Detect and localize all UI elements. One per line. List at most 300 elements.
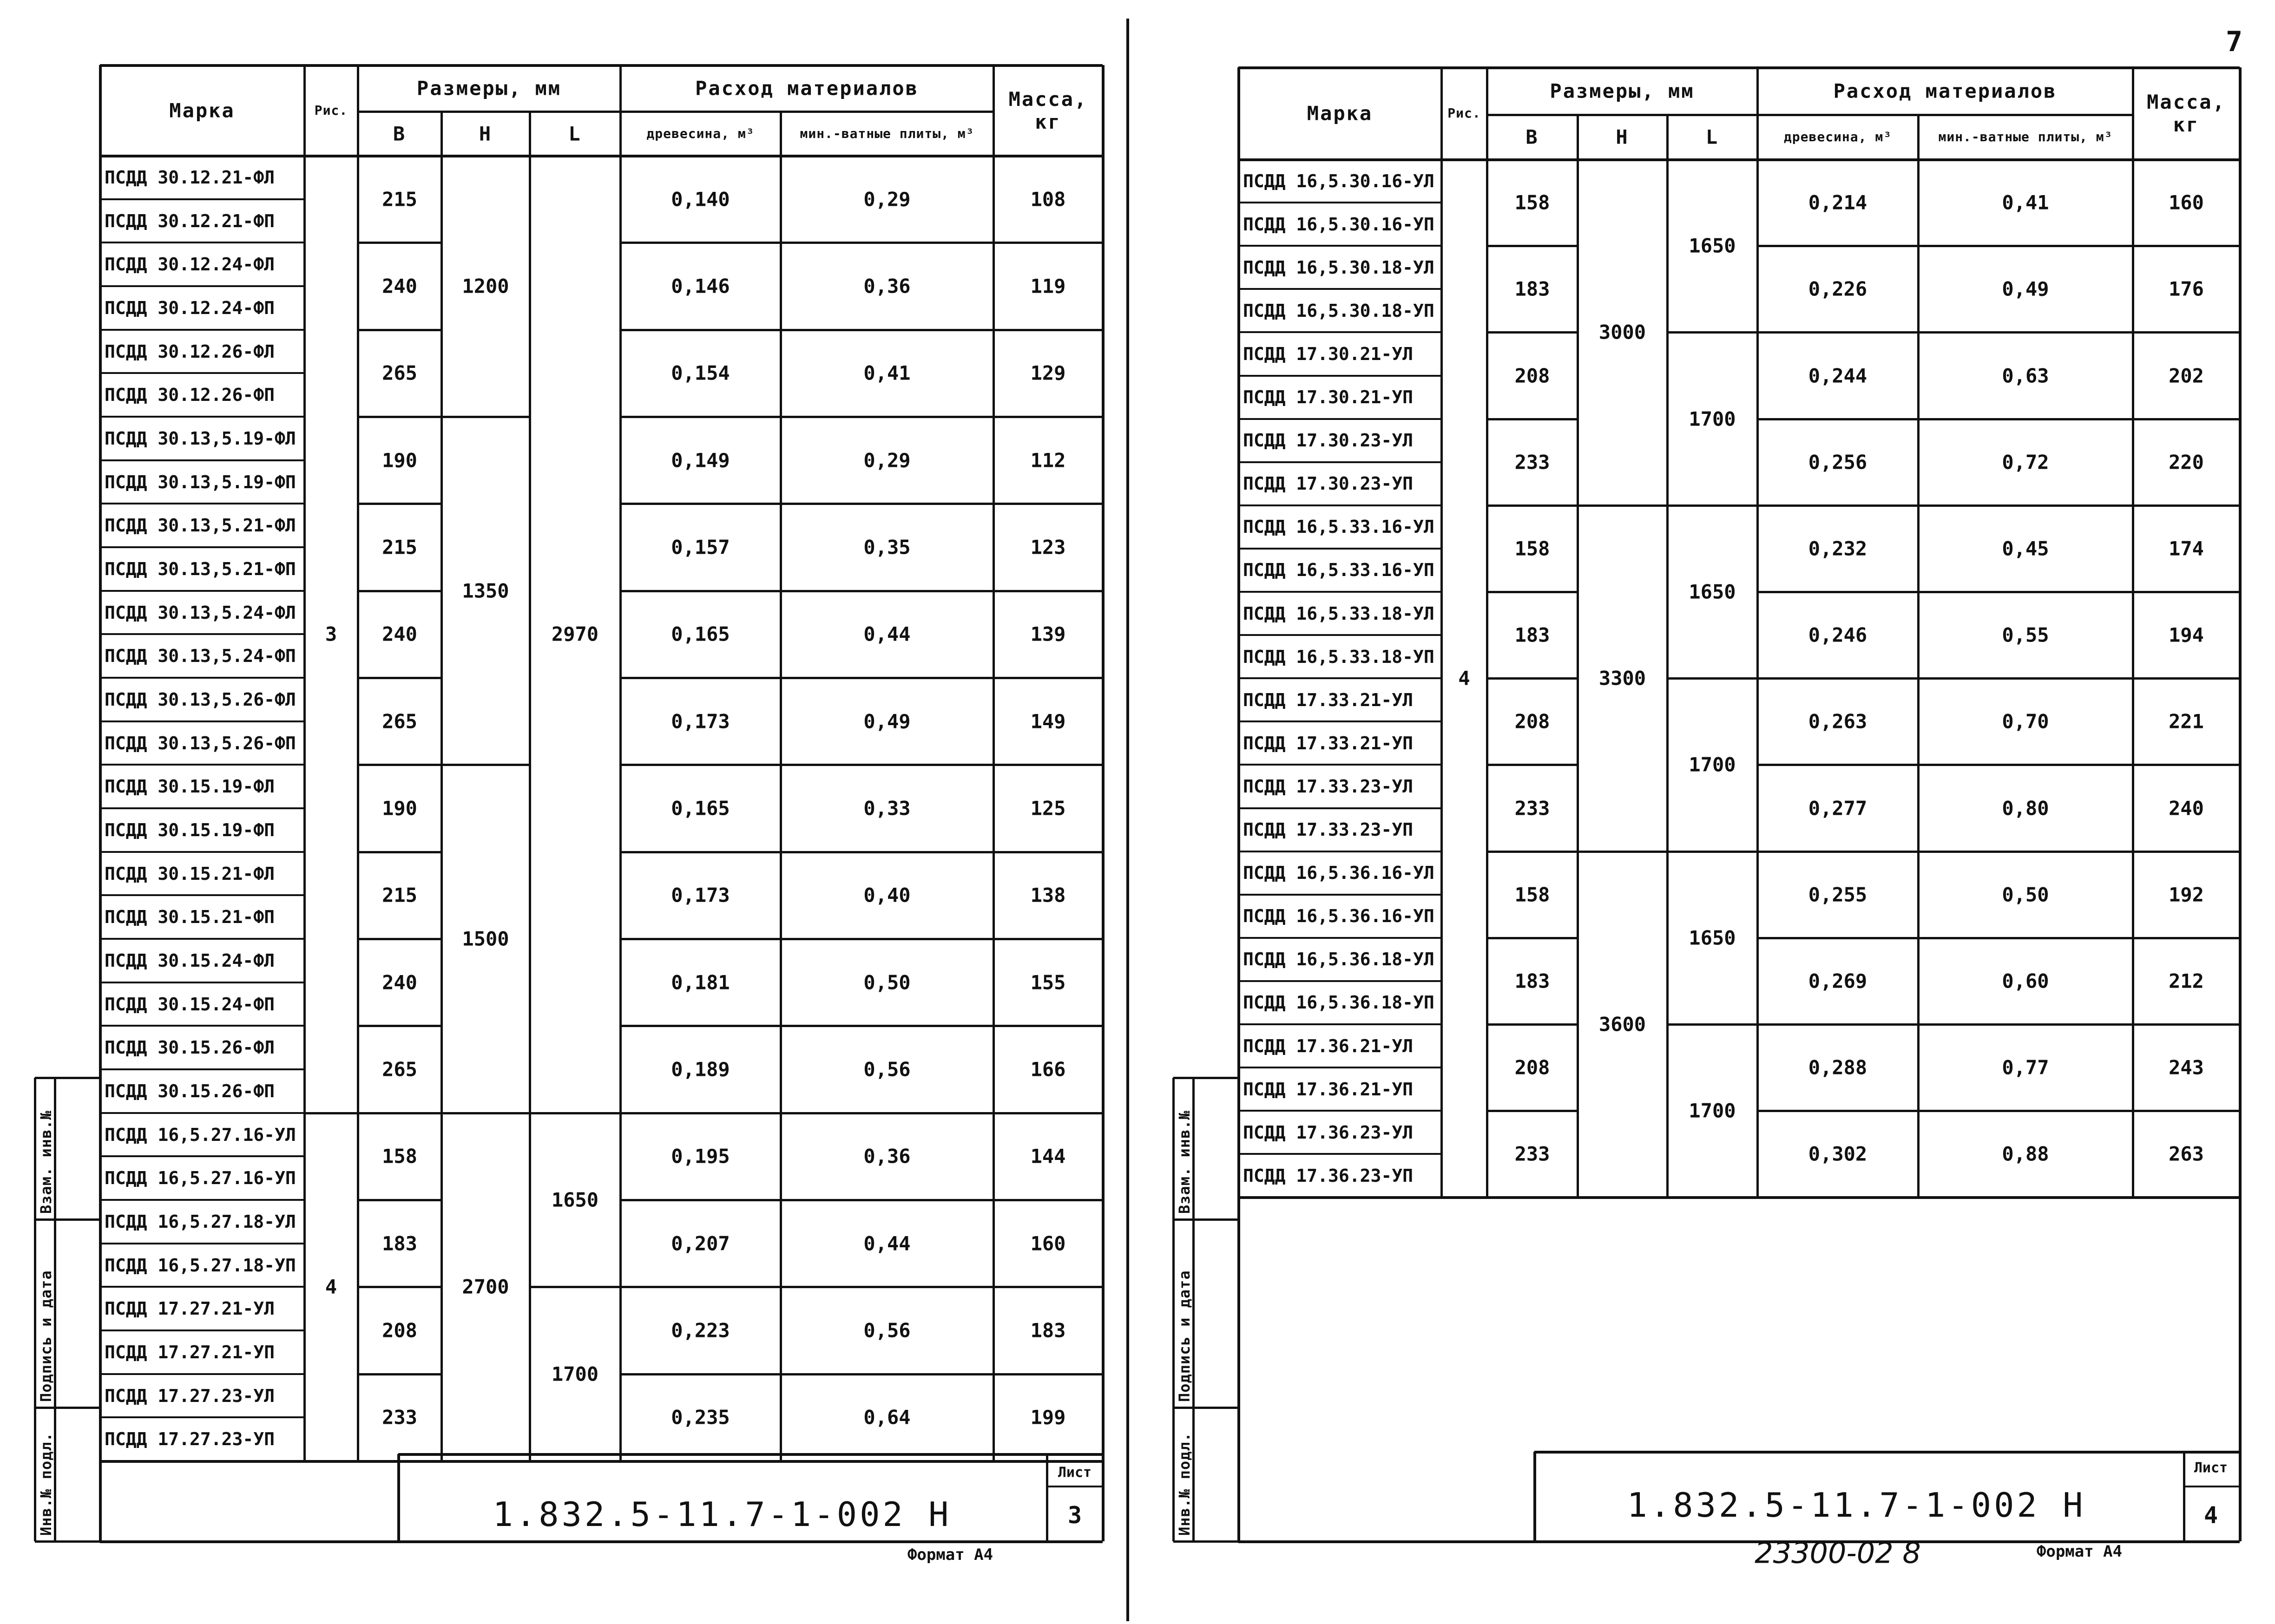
- mass-cell: 129: [1030, 361, 1066, 385]
- pair-row-line: [358, 851, 441, 853]
- mark-cell: ПСДД 30.15.24-ФП: [105, 994, 275, 1015]
- ris-groups-cell: 3: [325, 622, 337, 646]
- b-cell: 183: [1514, 623, 1550, 647]
- h-groups-cell: 2700: [462, 1275, 509, 1298]
- wool-cell: 0,44: [863, 622, 911, 646]
- mark-row-line: [1238, 548, 1441, 550]
- stamp-frame: [1172, 1078, 1175, 1541]
- pair-row-line: [620, 416, 1103, 418]
- mark-cell: ПСДД 17.30.21-УП: [1243, 387, 1414, 408]
- header-wool: мин.-ватные плиты, м³: [1938, 129, 2113, 144]
- mark-row-line: [1238, 807, 1441, 809]
- header-wool: мин.-ватные плиты, м³: [800, 125, 974, 141]
- mark-cell: ПСДД 16,5.36.16-УЛ: [1243, 863, 1434, 884]
- mark-row-line: [1238, 851, 1441, 852]
- l_groups-line: [1667, 851, 1757, 853]
- title-block-top: [398, 1453, 1103, 1456]
- wool-cell: 0,80: [2002, 797, 2049, 819]
- stamp-label: Подпись и дата: [37, 1270, 55, 1402]
- mark-row-line: [100, 285, 304, 287]
- wool-cell: 0,49: [863, 710, 911, 733]
- left-sheet-label: Лист: [1058, 1464, 1092, 1481]
- pair-row-line: [620, 851, 1103, 853]
- wood-cell: 0,146: [671, 275, 730, 298]
- pair-row-line: [1487, 591, 1578, 593]
- pair-row-line: [620, 1286, 1103, 1288]
- h_groups-line: [441, 416, 530, 418]
- pair-row-line: [1487, 245, 1578, 247]
- b-cell: 183: [1514, 969, 1550, 993]
- pair-row-line: [1757, 245, 2240, 247]
- pair-row-line: [1487, 937, 1578, 939]
- right-format-label: Формат А4: [2036, 1542, 2123, 1561]
- mark-cell: ПСДД 16,5.33.18-УП: [1243, 646, 1434, 667]
- title-block-top: [1534, 1451, 2240, 1454]
- column-line: [993, 65, 995, 1461]
- mark-row-line: [100, 459, 304, 461]
- l-groups-cell: 1650: [1689, 580, 1736, 603]
- mass-cell: 125: [1030, 797, 1066, 820]
- pair-row-line: [1757, 851, 2240, 853]
- sheet-box-left: [1046, 1454, 1048, 1541]
- mark-cell: ПСДД 17.33.23-УЛ: [1243, 776, 1414, 797]
- mark-row-line: [1238, 764, 1441, 766]
- mark-cell: ПСДД 30.13,5.19-ФЛ: [105, 428, 296, 449]
- column-line: [780, 111, 782, 1461]
- b-cell: 208: [1514, 1056, 1550, 1079]
- b-cell: 158: [1514, 537, 1550, 560]
- column-line: [619, 65, 622, 1461]
- mark-cell: ПСДД 17.33.23-УП: [1243, 819, 1414, 840]
- pair-row-line: [620, 590, 1103, 592]
- stamp-frame: [35, 1077, 100, 1079]
- pair-row-line: [358, 1112, 441, 1114]
- mark-cell: ПСДД 16,5.30.16-УП: [1243, 214, 1434, 235]
- header-bottom-line: [100, 155, 1103, 157]
- wood-cell: 0,226: [1808, 277, 1867, 301]
- l_groups-line: [530, 1286, 620, 1288]
- mass-cell: 155: [1030, 971, 1066, 994]
- pair-row-line: [358, 1286, 441, 1288]
- wool-cell: 0,72: [2002, 451, 2049, 474]
- pair-row-line: [1757, 331, 2240, 334]
- column-line: [1666, 115, 1669, 1197]
- mark-cell: ПСДД 30.12.21-ФП: [105, 210, 275, 231]
- header-h: Н: [1616, 125, 1629, 149]
- wood-cell: 0,288: [1808, 1056, 1867, 1079]
- stamp-frame: [1173, 1407, 1238, 1409]
- b-cell: 183: [1514, 277, 1550, 301]
- wool-cell: 0,41: [2002, 191, 2049, 214]
- l-groups-cell: 1650: [1689, 926, 1736, 950]
- mark-cell: ПСДД 30.13,5.24-ФП: [105, 646, 296, 667]
- mass-cell: 202: [2169, 364, 2204, 387]
- mass-cell: 176: [2169, 277, 2204, 301]
- mark-row-line: [1238, 461, 1441, 463]
- l_groups-line: [1667, 331, 1757, 334]
- stamp-label: Инв.№ подл.: [1175, 1432, 1193, 1536]
- mass-cell: 263: [2169, 1142, 2204, 1166]
- mark-cell: ПСДД 17.27.21-УП: [105, 1342, 275, 1362]
- l_groups-line: [1667, 677, 1757, 680]
- mass-cell: 221: [2169, 710, 2204, 733]
- mass-cell: 123: [1030, 536, 1066, 559]
- l_groups-line: [1667, 1023, 1757, 1026]
- mark-row-line: [100, 1373, 304, 1375]
- wood-cell: 0,195: [671, 1145, 730, 1168]
- pair-row-line: [358, 1373, 441, 1375]
- column-line: [529, 111, 531, 1461]
- mark-row-line: [100, 1155, 304, 1157]
- wool-cell: 0,36: [863, 275, 911, 298]
- pair-row-line: [620, 1025, 1103, 1027]
- mark-row-line: [100, 807, 304, 809]
- wool-cell: 0,29: [863, 188, 911, 211]
- wool-cell: 0,50: [863, 971, 911, 994]
- stamp-label: Инв.№ подл.: [37, 1432, 55, 1536]
- wool-cell: 0,29: [863, 449, 911, 472]
- mark-row-line: [1238, 331, 1441, 333]
- h_groups-line: [441, 764, 530, 766]
- pair-row-line: [1757, 418, 2240, 420]
- mass-cell: 243: [2169, 1056, 2204, 1079]
- mark-row-line: [100, 764, 304, 766]
- mark-cell: ПСДД 17.36.23-УЛ: [1243, 1122, 1414, 1143]
- stamp-label: Взам. инв.№: [37, 1110, 55, 1214]
- mark-cell: ПСДД 16,5.27.16-УП: [105, 1168, 296, 1189]
- mark-cell: ПСДД 30.15.26-ФП: [105, 1080, 275, 1101]
- wool-cell: 0,64: [863, 1406, 911, 1429]
- pair-row-line: [1487, 1110, 1578, 1112]
- h-groups-cell: 3600: [1598, 1013, 1646, 1036]
- pair-row-line: [358, 590, 441, 592]
- header-l: L: [568, 122, 582, 145]
- wool-cell: 0,70: [2002, 710, 2049, 733]
- wood-cell: 0,173: [671, 710, 730, 733]
- mark-cell: ПСДД 30.15.26-ФЛ: [105, 1037, 275, 1058]
- right-designation: 1.832.5-11.7-1-002 Н: [1627, 1486, 2086, 1525]
- pair-row-line: [1757, 504, 2240, 507]
- mark-row-line: [1238, 894, 1441, 896]
- pair-row-line: [620, 938, 1103, 940]
- h-groups-cell: 1500: [462, 927, 509, 950]
- wood-cell: 0,214: [1808, 191, 1867, 214]
- mark-row-line: [100, 851, 304, 853]
- mark-cell: ПСДД 16,5.33.16-УЛ: [1243, 517, 1434, 537]
- table-bottom-line: [100, 1460, 1103, 1463]
- wood-cell: 0,189: [671, 1058, 730, 1081]
- mark-row-line: [100, 198, 304, 200]
- sheet-box-left: [2183, 1452, 2185, 1541]
- pair-row-line: [1487, 677, 1578, 680]
- mark-row-line: [100, 242, 304, 243]
- header-ris: Рис.: [1447, 105, 1481, 121]
- mark-cell: ПСДД 17.30.21-УЛ: [1243, 343, 1414, 364]
- mark-row-line: [1238, 720, 1441, 722]
- mark-cell: ПСДД 16,5.33.16-УП: [1243, 560, 1434, 581]
- stamp-label: Подпись и дата: [1175, 1270, 1193, 1402]
- mark-row-line: [100, 1416, 304, 1418]
- stamp-frame: [35, 1407, 100, 1409]
- mark-cell: ПСДД 16,5.36.18-УП: [1243, 992, 1434, 1013]
- mark-row-line: [100, 633, 304, 635]
- wool-cell: 0,36: [863, 1145, 911, 1168]
- mark-cell: ПСДД 30.13,5.21-ФП: [105, 558, 296, 579]
- pair-row-line: [1487, 504, 1578, 507]
- header-ris: Рис.: [314, 102, 348, 118]
- title-block-left: [397, 1454, 400, 1541]
- mark-row-line: [100, 720, 304, 722]
- header-wood: древесина, м³: [646, 125, 755, 141]
- h-groups-cell: 3000: [1598, 321, 1646, 344]
- mass-cell: 144: [1030, 1145, 1066, 1168]
- mark-cell: ПСДД 17.36.23-УП: [1243, 1165, 1414, 1186]
- mark-row-line: [1238, 1110, 1441, 1112]
- pair-row-line: [1757, 937, 2240, 939]
- l_groups-line: [1667, 504, 1757, 507]
- pair-row-line: [358, 329, 441, 331]
- b-cell: 233: [1514, 797, 1550, 819]
- mark-cell: ПСДД 30.12.21-ФЛ: [105, 167, 275, 188]
- mass-cell: 108: [1030, 188, 1066, 211]
- b-cell: 265: [382, 1058, 417, 1081]
- mark-row-line: [100, 677, 304, 679]
- b-cell: 208: [1514, 710, 1550, 733]
- b-cell: 215: [382, 188, 417, 211]
- header-marka: Марка: [1307, 102, 1373, 125]
- wood-cell: 0,232: [1808, 537, 1867, 560]
- mark-cell: ПСДД 16,5.33.18-УЛ: [1243, 603, 1434, 624]
- mass-cell: 240: [2169, 797, 2204, 819]
- mark-cell: ПСДД 16,5.27.16-УЛ: [105, 1124, 296, 1145]
- mark-row-line: [100, 894, 304, 896]
- mark-row-line: [100, 503, 304, 504]
- b-cell: 215: [382, 536, 417, 559]
- mark-cell: ПСДД 30.13,5.26-ФП: [105, 733, 296, 753]
- pair-row-line: [620, 242, 1103, 244]
- pair-row-line: [358, 938, 441, 940]
- pair-row-line: [620, 1199, 1103, 1201]
- mark-row-line: [1238, 634, 1441, 636]
- mark-cell: ПСДД 17.36.21-УЛ: [1243, 1035, 1414, 1056]
- b-cell: 190: [382, 449, 417, 472]
- mark-row-line: [100, 372, 304, 374]
- mark-row-line: [1238, 937, 1441, 939]
- mass-cell: 194: [2169, 623, 2204, 647]
- wood-cell: 0,149: [671, 449, 730, 472]
- frame-bottom: [100, 1540, 1103, 1543]
- wool-cell: 0,40: [863, 884, 911, 907]
- wool-cell: 0,56: [863, 1319, 911, 1342]
- b-cell: 265: [382, 361, 417, 385]
- mark-cell: ПСДД 16,5.30.18-УП: [1243, 300, 1434, 321]
- ris-groups-cell: 4: [325, 1275, 337, 1298]
- pair-row-line: [620, 677, 1103, 679]
- stamp-frame: [34, 1078, 36, 1541]
- stamp-frame: [1173, 1540, 1238, 1543]
- stamp-frame: [35, 1540, 100, 1543]
- wood-cell: 0,165: [671, 622, 730, 646]
- mark-row-line: [100, 1329, 304, 1331]
- mark-cell: ПСДД 16,5.36.16-УП: [1243, 906, 1434, 927]
- pair-row-line: [620, 764, 1103, 766]
- left-sheet-number: 3: [1067, 1502, 1082, 1529]
- mark-row-line: [100, 1025, 304, 1027]
- b-cell: 208: [382, 1319, 417, 1342]
- mark-cell: ПСДД 30.13,5.19-ФП: [105, 471, 296, 492]
- b-cell: 158: [1514, 191, 1550, 214]
- mass-cell: 160: [2169, 191, 2204, 214]
- wool-cell: 0,33: [863, 797, 911, 820]
- mark-row-line: [1238, 1023, 1441, 1025]
- mark-cell: ПСДД 17.27.23-УЛ: [105, 1385, 275, 1406]
- mark-cell: ПСДД 30.12.26-ФЛ: [105, 341, 275, 362]
- mark-cell: ПСДД 16,5.30.16-УЛ: [1243, 170, 1434, 191]
- pair-row-line: [1757, 591, 2240, 593]
- mark-cell: ПСДД 30.13,5.21-ФЛ: [105, 515, 296, 536]
- sheet-box-mid: [1047, 1486, 1103, 1487]
- pair-row-line: [358, 677, 441, 679]
- wood-cell: 0,302: [1808, 1142, 1867, 1166]
- mark-row-line: [1238, 288, 1441, 290]
- b-cell: 240: [382, 622, 417, 646]
- h_groups-line: [441, 1112, 530, 1114]
- header-consumption: Расход материалов: [695, 77, 919, 100]
- mark-row-line: [1238, 1153, 1441, 1155]
- mass-cell: 138: [1030, 884, 1066, 907]
- frame-top: [1238, 66, 2240, 69]
- b-cell: 265: [382, 710, 417, 733]
- wood-cell: 0,223: [671, 1319, 730, 1342]
- table-bottom-line: [1238, 1196, 2240, 1199]
- wood-cell: 0,154: [671, 361, 730, 385]
- mark-row-line: [1238, 980, 1441, 982]
- h_groups-line: [1578, 851, 1667, 853]
- pair-row-line: [1757, 1110, 2240, 1112]
- b-cell: 208: [1514, 364, 1550, 387]
- stamp-frame: [35, 1218, 100, 1221]
- stamp-frame: [1173, 1218, 1238, 1221]
- pair-row-line: [358, 1025, 441, 1027]
- pair-row-line: [358, 242, 441, 244]
- right-sheet-number: 4: [2203, 1502, 2218, 1529]
- b-cell: 240: [382, 971, 417, 994]
- mass-cell: 119: [1030, 275, 1066, 298]
- column-line: [1756, 67, 1759, 1197]
- column-line: [357, 65, 359, 1461]
- wood-cell: 0,181: [671, 971, 730, 994]
- pair-row-line: [358, 764, 441, 766]
- mark-cell: ПСДД 30.12.24-ФЛ: [105, 254, 275, 275]
- header-b: В: [1525, 125, 1539, 149]
- mark-cell: ПСДД 16,5.30.18-УЛ: [1243, 257, 1434, 278]
- pair-row-line: [358, 503, 441, 505]
- wool-cell: 0,50: [2002, 883, 2049, 906]
- wood-cell: 0,235: [671, 1406, 730, 1429]
- wood-cell: 0,246: [1808, 623, 1867, 647]
- mass-cell: 183: [1030, 1319, 1066, 1342]
- mass-cell: 174: [2169, 537, 2204, 560]
- mark-row-line: [1238, 504, 1441, 506]
- mass-cell: 192: [2169, 883, 2204, 906]
- mass-cell: 166: [1030, 1058, 1066, 1081]
- mark-row-line: [1238, 202, 1441, 203]
- column-line: [2132, 67, 2134, 1197]
- b-cell: 215: [382, 884, 417, 907]
- wool-cell: 0,56: [863, 1058, 911, 1081]
- mark-row-line: [1238, 591, 1441, 593]
- mark-cell: ПСДД 17.27.21-УЛ: [105, 1298, 275, 1319]
- mass-cell: 139: [1030, 622, 1066, 646]
- ris_groups-line: [304, 1112, 358, 1114]
- mark-cell: ПСДД 17.33.21-УП: [1243, 733, 1414, 753]
- header-wood: древесина, м³: [1783, 129, 1892, 144]
- handwritten-note: 23300-02 8: [1755, 1536, 1921, 1570]
- wool-cell: 0,60: [2002, 969, 2049, 993]
- mark-row-line: [100, 590, 304, 592]
- wood-cell: 0,269: [1808, 969, 1867, 993]
- header-sizes: Размеры, мм: [416, 77, 562, 100]
- b-cell: 233: [1514, 1142, 1550, 1166]
- mark-cell: ПСДД 16,5.36.18-УЛ: [1243, 949, 1434, 970]
- pair-row-line: [1487, 1023, 1578, 1026]
- mark-cell: ПСДД 17.33.21-УЛ: [1243, 689, 1414, 710]
- b-cell: 240: [382, 275, 417, 298]
- header-mid-line: [1487, 114, 2133, 116]
- b-cell: 233: [382, 1406, 417, 1429]
- wool-cell: 0,77: [2002, 1056, 2049, 1079]
- wool-cell: 0,35: [863, 536, 911, 559]
- wood-cell: 0,256: [1808, 451, 1867, 474]
- stamp-frame: [1173, 1077, 1238, 1079]
- wood-cell: 0,277: [1808, 797, 1867, 819]
- stamp-label: Взам. инв.№: [1175, 1110, 1193, 1214]
- pair-row-line: [1487, 851, 1578, 853]
- wood-cell: 0,140: [671, 188, 730, 211]
- header-b: В: [393, 122, 407, 145]
- frame-right: [1102, 65, 1105, 1541]
- pair-row-line: [1487, 764, 1578, 766]
- mark-cell: ПСДД 30.13,5.24-ФЛ: [105, 602, 296, 623]
- wool-cell: 0,45: [2002, 537, 2049, 560]
- mark-row-line: [100, 546, 304, 548]
- wood-cell: 0,173: [671, 884, 730, 907]
- mark-cell: ПСДД 30.12.26-ФП: [105, 385, 275, 406]
- mass-cell: 160: [1030, 1232, 1066, 1255]
- pair-row-line: [1757, 1023, 2240, 1026]
- mark-row-line: [100, 1286, 304, 1288]
- header-consumption: Расход материалов: [1833, 79, 2057, 103]
- mass-cell: 199: [1030, 1406, 1066, 1429]
- header-sizes: Размеры, мм: [1550, 79, 1695, 103]
- h-groups-cell: 1200: [462, 275, 509, 298]
- pair-row-line: [620, 1112, 1103, 1114]
- left-format-label: Формат А4: [907, 1545, 993, 1564]
- frame-right: [2239, 67, 2242, 1541]
- column-line: [1486, 67, 1488, 1197]
- page-number: 7: [2226, 26, 2243, 58]
- header-bottom-line: [1238, 158, 2240, 161]
- mark-cell: ПСДД 30.15.24-ФЛ: [105, 950, 275, 971]
- header-h: Н: [479, 122, 493, 145]
- mass-cell: 212: [2169, 969, 2204, 993]
- b-cell: 158: [382, 1145, 417, 1168]
- mark-row-line: [100, 329, 304, 331]
- mark-cell: ПСДД 17.30.23-УЛ: [1243, 430, 1414, 451]
- l-groups-cell: 1700: [1689, 1099, 1736, 1122]
- l-groups-cell: 1700: [551, 1362, 599, 1386]
- mark-cell: ПСДД 30.13,5.26-ФЛ: [105, 689, 296, 710]
